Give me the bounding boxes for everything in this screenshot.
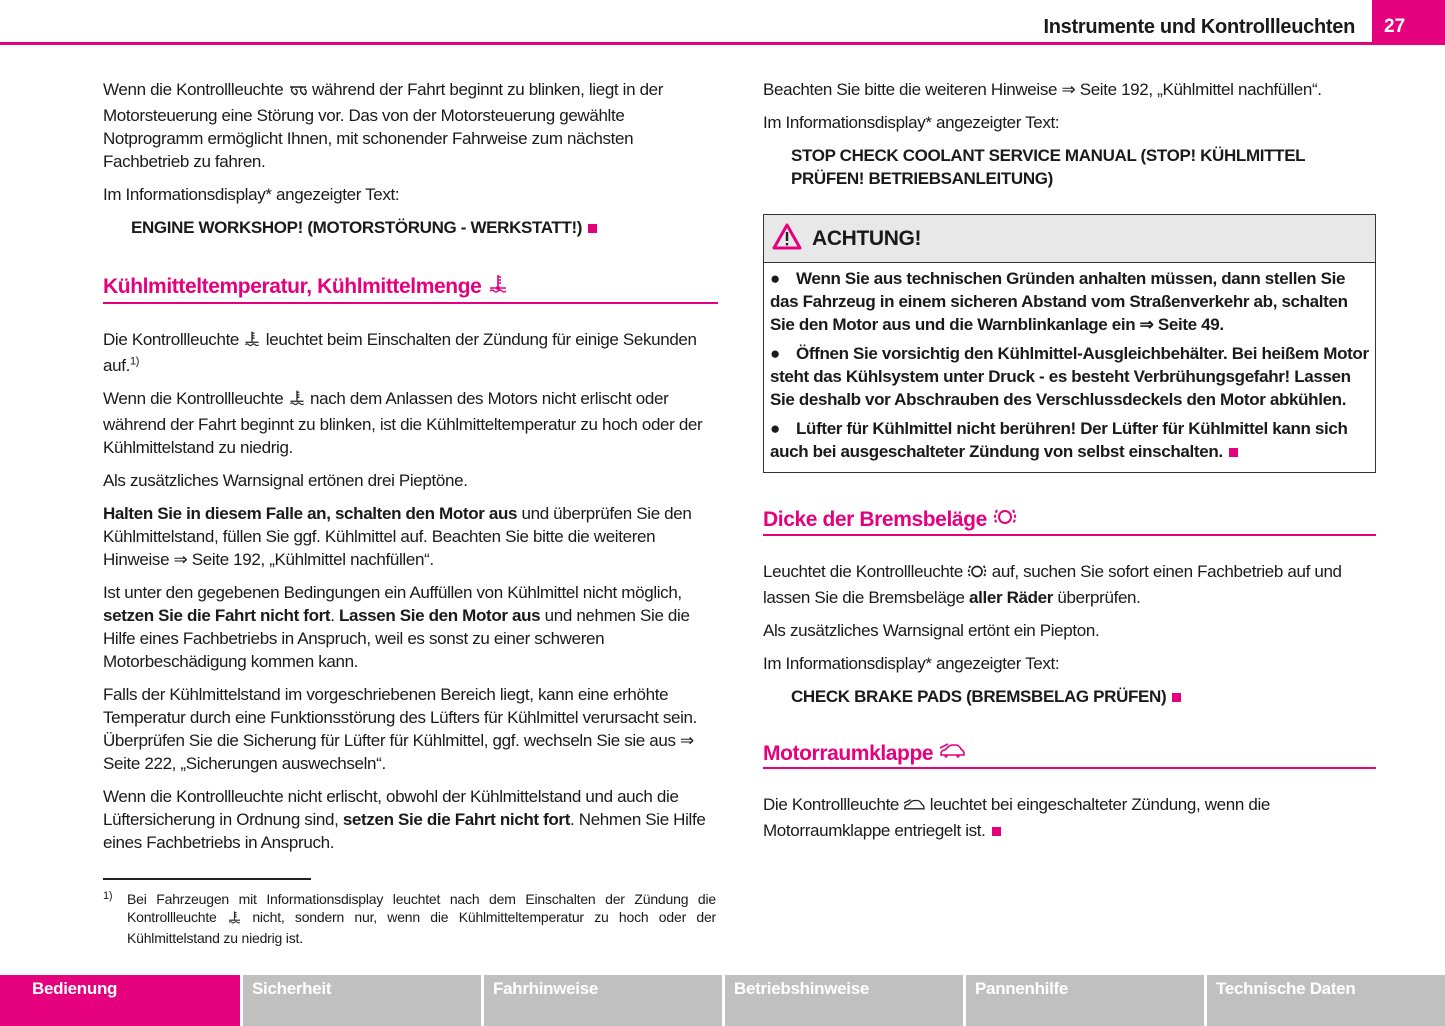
display-text-intro: Im Informationsdisplay* angezeigter Text: (763, 113, 1060, 132)
coolant-paragraph-4: Halten Sie in diesem Falle an, schalten den Motor aus und überprüfen Sie den Kühlmittelstand, füllen Sie ggf. Kühlmittel auf. Beachten Sie bitte die weiteren Hinweise ⇒ Seite 192, „Kühlmittel nachfüllen“. (103, 504, 692, 569)
coolant-refill-reference: Beachten Sie bitte die weiteren Hinweise ⇒ Seite 192, „Kühlmittel nachfüllen“. (763, 80, 1322, 99)
tab-fahrhinweise[interactable]: Fahrhinweise (484, 975, 722, 1026)
bullet-icon: ● (770, 419, 780, 438)
chapter-tabs (0, 975, 1445, 1026)
section-heading-brake-pads: Dicke der Bremsbeläge (763, 507, 1376, 536)
warning-item: ● Wenn Sie aus technischen Gründen anhalten müssen, dann stellen Sie das Fahrzeug in einem sicheren Abstand vom Straßenverkehr ab, schalten Sie den Motor aus und die Warnblinkanlage ein ⇒ Seite 49. (770, 269, 1348, 334)
section-heading-bonnet: Motorraumklappe (763, 742, 1376, 769)
tab-sicherheit[interactable]: Sicherheit (243, 975, 481, 1026)
bonnet-open-icon (903, 796, 925, 819)
tab-technische-daten[interactable]: Technische Daten (1207, 975, 1445, 1026)
warning-body (764, 263, 1375, 472)
bonnet-paragraph: Die Kontrollleuchte leuchtet bei eingeschalteter Zündung, wenn die Motorraumklappe entriegelt ist. (763, 795, 1271, 840)
display-text-intro: Im Informationsdisplay* angezeigter Text: (103, 185, 400, 204)
display-message: STOP CHECK COOLANT SERVICE MANUAL (STOP! KÜHLMITTEL PRÜFEN! BETRIEBSANLEITUNG) (791, 146, 1305, 188)
end-marker (588, 224, 597, 233)
section-heading-coolant: Kühlmitteltemperatur, Kühlmittelmenge (103, 273, 718, 304)
warning-title: ACHTUNG! (812, 227, 922, 250)
coolant-paragraph-6: Falls der Kühlmittelstand im vorgeschriebenen Bereich liegt, kann eine erhöhte Temperatur durch eine Funktionsstörung des Lüfters für Kühlmittel verursacht sein. Überprüfen Sie die Sicherung für Lüfter für Kühlmittel, ggf. wechseln Sie sie aus ⇒ Seite 222, „Sicherungen auswechseln“. (103, 685, 697, 773)
display-message: CHECK BRAKE PADS (BREMSBELAG PRÜFEN) (763, 685, 1376, 708)
coolant-paragraph-5: Ist unter den gegebenen Bedingungen ein Auffüllen von Kühlmittel nicht möglich, setzen Sie die Fahrt nicht fort. Lassen Sie den Motor aus und nehmen Sie die Hilfe eines Fachbetriebs in Anspruch, weil es sonst zu einer schweren Motorbeschädigung kommen kann. (103, 583, 690, 671)
bullet-icon: ● (770, 344, 780, 363)
tab-pannenhilfe[interactable]: Pannenhilfe (966, 975, 1204, 1026)
end-marker (1172, 693, 1181, 702)
chapter-title: Instrumente und Kontrollleuchten (1043, 16, 1355, 38)
brake-pad-wear-icon (993, 507, 1017, 532)
right-column (763, 78, 1376, 852)
footnote-mark: 1) (103, 890, 113, 902)
coolant-temperature-icon (243, 330, 261, 354)
display-text-intro: Im Informationsdisplay* angezeigter Text: (763, 654, 1060, 673)
engine-fault-paragraph: Wenn die Kontrollleuchte während der Fahrt beginnt zu blinken, liegt in der Motorsteuerung eine Störung vor. Das von der Motorsteuerung gewählte Notprogramm ermöglicht Ihnen, mit schonender Fahrweise zum nächsten Fachbetrieb zu fahren. (103, 80, 664, 171)
coolant-paragraph-1: Die Kontrollleuchte leuchtet beim Einschalten der Zündung für einige Sekunden auf.$^{1)}$ (103, 330, 697, 375)
header-divider (0, 42, 1445, 45)
tab-bedienung[interactable]: Bedienung (0, 975, 240, 1026)
warning-item: ● Lüfter für Kühlmittel nicht berühren! Der Lüfter für Kühlmittel kann sich auch bei ausgeschalteter Zündung von selbst einschalten. (770, 419, 1348, 461)
display-message: ENGINE WORKSHOP! (MOTORSTÖRUNG - WERKSTATT!) (103, 216, 718, 239)
coolant-paragraph-7: Wenn die Kontrollleuchte nicht erlischt, obwohl der Kühlmittelstand und auch die Lüftersicherung in Ordnung sind, setzen Sie die Fahrt nicht fort. Nehmen Sie Hilfe eines Fachbetriebs in Anspruch. (103, 787, 706, 852)
left-column (103, 78, 718, 864)
engine-glow-icon (288, 81, 308, 104)
bonnet-open-icon (939, 742, 965, 765)
coolant-paragraph-3: Als zusätzliches Warnsignal ertönen drei Pieptöne. (103, 471, 468, 490)
tab-betriebshinweise[interactable]: Betriebshinweise (725, 975, 963, 1026)
warning-triangle-icon (772, 223, 802, 255)
brake-pad-wear-icon (967, 563, 987, 586)
warning-item: ● Öffnen Sie vorsichtig den Kühlmittel-Ausgleichbehälter. Bei heißem Motor steht das Kühlsystem unter Druck - es besteht Verbrühungsgefahr! Lassen Sie deshalb vor Abschrauben des Verschlussdeckels den Motor abkühlen. (770, 344, 1369, 409)
coolant-temperature-icon (288, 389, 306, 413)
end-marker (1229, 448, 1238, 457)
coolant-paragraph-2: Wenn die Kontrollleuchte nach dem Anlassen des Motors nicht erlischt oder während der Fahrt beginnt zu blinken, ist die Kühlmitteltemperatur zu hoch oder der Kühlmittelstand zu niedrig. (103, 389, 703, 457)
warning-box (763, 214, 1376, 473)
coolant-temperature-icon (487, 273, 509, 300)
page-number: 27 (1372, 0, 1445, 44)
warning-header (764, 215, 1375, 263)
footnote: 1) Bei Fahrzeugen mit Informationsdisplay leuchtet nach dem Einschalten der Zündung die Kontrollleuchte nicht, sondern nur, wenn die Kühlmitteltemperatur zu hoch oder der Kühlmittelstand zu niedrig ist. (103, 890, 716, 947)
footnote-reference[interactable]: 1) (129, 355, 140, 368)
brake-paragraph-2: Als zusätzliches Warnsignal ertönt ein Piepton. (763, 621, 1100, 640)
bullet-icon: ● (770, 269, 780, 288)
footnote-divider (103, 878, 311, 880)
end-marker (992, 827, 1001, 836)
coolant-temperature-icon (227, 910, 242, 929)
brake-paragraph-1: Leuchtet die Kontrollleuchte auf, suchen Sie sofort einen Fachbetrieb auf und lassen Sie die Bremsbeläge aller Räder überprüfen. (763, 562, 1342, 607)
